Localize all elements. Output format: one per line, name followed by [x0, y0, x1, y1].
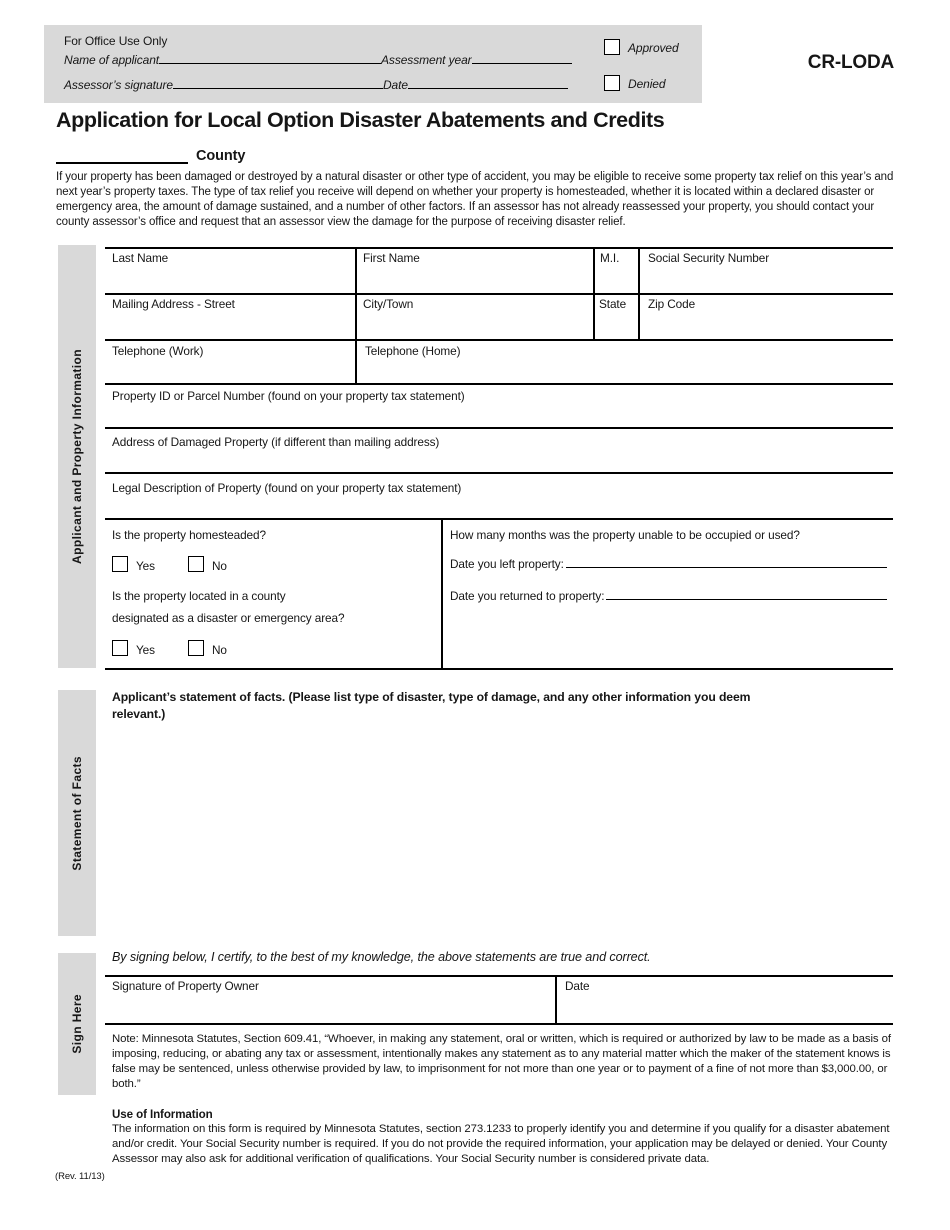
signature-table-rule [105, 975, 893, 977]
denied-label: Denied [628, 77, 666, 91]
statement-heading-line1: Applicant’s statement of facts. (Please list type of disaster, type of damage, and any other information you deem [112, 690, 751, 704]
sidebar-sign-here-label: Sign Here [70, 994, 84, 1054]
date-returned-label: Date you returned to property: [450, 589, 605, 603]
disaster-area-no-label: No [212, 643, 227, 657]
mailing-address-field-label[interactable]: Mailing Address - Street [112, 297, 235, 311]
first-name-field-label[interactable]: First Name [363, 251, 420, 265]
assessor-signature-line[interactable] [173, 76, 383, 89]
certification-text: By signing below, I certify, to the best of my knowledge, the above statements are true and correct. [112, 950, 651, 964]
table-rule [105, 472, 893, 474]
assessment-year-line[interactable] [472, 51, 572, 64]
table-rule [105, 247, 893, 249]
use-of-information-body: The information on this form is required by Minnesota Statutes, section 273.1233 to properly identify you and determine if you qualify for a disaster abatement and/or credit. Your Social Security number is required. If you do not provide the required information, your application may be delayed or denied. Your County Assessor may also ask for additional verification of qualifications. Your Social Security number is considered private data. [112, 1123, 890, 1165]
name-of-applicant-line[interactable] [159, 51, 381, 64]
disaster-area-yes-label: Yes [136, 643, 155, 657]
state-field-label[interactable]: State [599, 297, 627, 311]
sidebar-statement-of-facts [58, 690, 96, 936]
use-of-information-heading: Use of Information [112, 1108, 213, 1121]
sidebar-sign-here [58, 953, 96, 1095]
table-rule [105, 668, 893, 670]
legal-description-field-label[interactable]: Legal Description of Property (found on your property tax statement) [112, 481, 462, 495]
city-town-field-label[interactable]: City/Town [363, 297, 414, 311]
homesteaded-question: Is the property homesteaded? [112, 528, 266, 542]
table-rule [105, 518, 893, 520]
column-divider [593, 247, 595, 339]
intro-paragraph: If your property has been damaged or destroyed by a natural disaster or other type of accident, you may be eligible to receive some property tax relief on this year’s and next year’s property taxes. The type of tax relief you receive will depend on whether your property is homesteaded, whether it is located within a declared disaster or emergency area, the amount of damage sustained, and a number of other factors. If an assessor has not already reassessed your property, you should contact your county assessor’s office and request that an assessor view the damage for the purpose of receiving disaster relief. [56, 171, 894, 228]
statement-heading [112, 689, 750, 722]
column-divider [638, 247, 640, 339]
zip-code-field-label[interactable]: Zip Code [648, 297, 696, 311]
page-title: Application for Local Option Disaster Abatements and Credits [56, 108, 665, 132]
column-divider [355, 247, 357, 383]
table-rule [105, 383, 893, 385]
assessor-signature-label: Assessor’s signature [64, 78, 173, 92]
approved-checkbox[interactable] [604, 39, 620, 55]
signature-field-label[interactable]: Signature of Property Owner [112, 979, 259, 993]
homesteaded-no-label: No [212, 559, 227, 573]
county-blank-line[interactable] [56, 146, 188, 164]
property-id-field-label[interactable]: Property ID or Parcel Number (found on your property tax statement) [112, 389, 465, 403]
date-left-label: Date you left property: [450, 557, 564, 571]
statement-writing-area[interactable] [112, 725, 892, 930]
damaged-address-field-label[interactable]: Address of Damaged Property (if different than mailing address) [112, 435, 440, 449]
signature-date-divider [555, 975, 557, 1023]
months-unoccupied-question[interactable]: How many months was the property unable to be occupied or used? [450, 528, 800, 542]
approved-label: Approved [628, 41, 679, 55]
ssn-field-label[interactable]: Social Security Number [648, 251, 770, 265]
statute-note: Note: Minnesota Statutes, Section 609.41, “Whoever, in making any statement, oral or written, which is required or authorized by law to be made as a basis of imposing, reducing, or abating any tax or assessment, intentionally makes any statement as to any material matter which the maker of the statement knows is false may be sentenced, unless otherwise provided by law, to imprisonment for not more than one year or to payment of a fine of not more than $3,000.00, or both.” [112, 1033, 891, 1090]
office-date-line[interactable] [408, 76, 568, 89]
homesteaded-no-checkbox[interactable] [188, 556, 204, 572]
form-code: CR-LODA [807, 52, 894, 73]
county-row [56, 144, 245, 164]
county-question-line1: Is the property located in a county [112, 589, 286, 603]
sidebar-applicant-info [58, 245, 96, 668]
office-use-box [44, 25, 702, 103]
revision-label: (Rev. 11/13) [55, 1171, 105, 1182]
date-returned-line[interactable] [606, 587, 887, 600]
denied-checkbox[interactable] [604, 75, 620, 91]
table-rule [105, 339, 893, 341]
statement-heading-line2: relevant.) [112, 706, 166, 721]
county-label: County [196, 148, 246, 164]
signature-table-rule [105, 1023, 893, 1025]
signature-date-field-label[interactable]: Date [565, 979, 590, 993]
homesteaded-yes-label: Yes [136, 559, 155, 573]
table-rule [105, 293, 893, 295]
table-rule [105, 427, 893, 429]
column-divider [441, 518, 443, 668]
homesteaded-yes-checkbox[interactable] [112, 556, 128, 572]
sidebar-statement-of-facts-label: Statement of Facts [70, 755, 84, 871]
county-question-line2: designated as a disaster or emergency area? [112, 611, 345, 625]
assessment-year-label: Assessment year [381, 53, 472, 67]
disaster-area-no-checkbox[interactable] [188, 640, 204, 656]
name-of-applicant-label: Name of applicant [64, 53, 160, 67]
middle-initial-field-label[interactable]: M.I. [600, 251, 620, 265]
disaster-area-yes-checkbox[interactable] [112, 640, 128, 656]
office-date-label: Date [382, 78, 408, 92]
date-left-line[interactable] [566, 555, 887, 568]
telephone-work-field-label[interactable]: Telephone (Work) [112, 344, 204, 358]
office-use-heading: For Office Use Only [64, 34, 168, 48]
last-name-field-label[interactable]: Last Name [112, 251, 169, 265]
telephone-home-field-label[interactable]: Telephone (Home) [365, 344, 461, 358]
sidebar-applicant-info-label: Applicant and Property Information [70, 349, 84, 564]
